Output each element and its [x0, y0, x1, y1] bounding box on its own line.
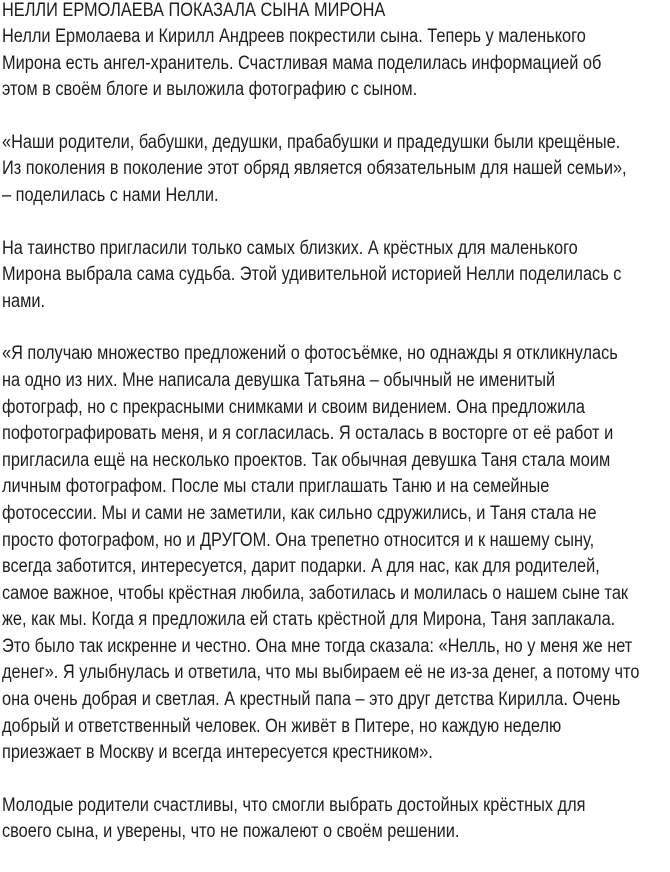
text-line: этом в своём блоге и выложила фотографию с сыном. [2, 79, 418, 101]
paragraph-quote-godparents [2, 341, 656, 767]
text-line: Молодые родители счастливы, что смогли выбрать достойных крёстных для [2, 794, 586, 816]
paragraph-quote-family [2, 130, 656, 210]
text-line: своего сына, и уверены, что не пожалеют о своём решении. [2, 821, 460, 843]
text-line: нами. [2, 290, 46, 312]
text-line: личным фотографом. После мы стали приглашать Таню и на семейные [2, 476, 550, 498]
text-line: «Я получаю множество предложений о фотосъёмке, но однажды я откликнулась [2, 343, 618, 365]
text-line: – поделилась с нами Нелли. [2, 184, 219, 206]
text-line: она очень добрая и светлая. А крестный папа – это друг детства Кирилла. Очень [2, 689, 621, 711]
text-line: Мирона выбрала сама судьба. Этой удивительной историей Нелли поделилась с [2, 264, 622, 286]
text-line: Это было так искренне и честно. Она мне тогда сказала: «Нелль, но у меня же нет [2, 635, 633, 657]
text-line: «Наши родители, бабушки, дедушки, прабабушки и прадедушки были крещёные. [2, 131, 621, 153]
text-line: Мирона есть ангел-хранитель. Счастливая мама поделилась информацией об [2, 52, 602, 74]
paragraph-conclusion [2, 793, 656, 846]
text-line: просто фотографом, но и ДРУГОМ. Она трепетно относится и к нашему сыну, [2, 529, 595, 551]
text-line: на одно из них. Мне написала девушка Татьяна – обычный не именитый [2, 369, 556, 391]
text-line: Из поколения в поколение этот обряд является обязательным для нашей семьи», [2, 158, 627, 180]
paragraph-sacrament [2, 236, 656, 316]
paragraph-intro [2, 24, 656, 104]
text-line: Нелли Ермолаева и Кирилл Андреев покрестили сына. Теперь у маленького [2, 26, 586, 47]
text-line: добрый и ответственный человек. Он живёт в Питере, но каждую неделю [2, 715, 562, 737]
text-line: пригласила ещё на несколько проектов. Так обычная девушка Таня стала моим [2, 449, 611, 471]
text-line: денег». Я улыбнулась и ответила, что мы выбираем её не из-за денег, а потому что [2, 662, 640, 684]
text-line: На таинство пригласили только самых близких. А крёстных для маленького [2, 237, 578, 259]
text-line: пофотографировать меня, и я согласилась. Я осталась в восторге от её работ и [2, 423, 614, 445]
text-line: самое важное, чтобы крёстная любила, заботилась и молилась о нашем сыне так [2, 582, 629, 604]
text-line: фотограф, но с прекрасными снимками и своим видением. Она предложила [2, 396, 585, 418]
article [2, 0, 656, 872]
text-line: всегда заботится, интересуется, дарит подарки. А для нас, как для родителей, [2, 556, 600, 578]
article-title: НЕЛЛИ ЕРМОЛАЕВА ПОКАЗАЛА СЫНА МИРОНА [2, 0, 386, 21]
text-line: же, как мы. Когда я предложила ей стать крёстной для Мирона, Таня заплакала. [2, 609, 616, 631]
text-line: фотосессии. Мы и сами не заметили, как сильно сдружились, и Таня стала не [2, 502, 597, 524]
text-line: приезжает в Москву и всегда интересуется крестником». [2, 742, 433, 764]
